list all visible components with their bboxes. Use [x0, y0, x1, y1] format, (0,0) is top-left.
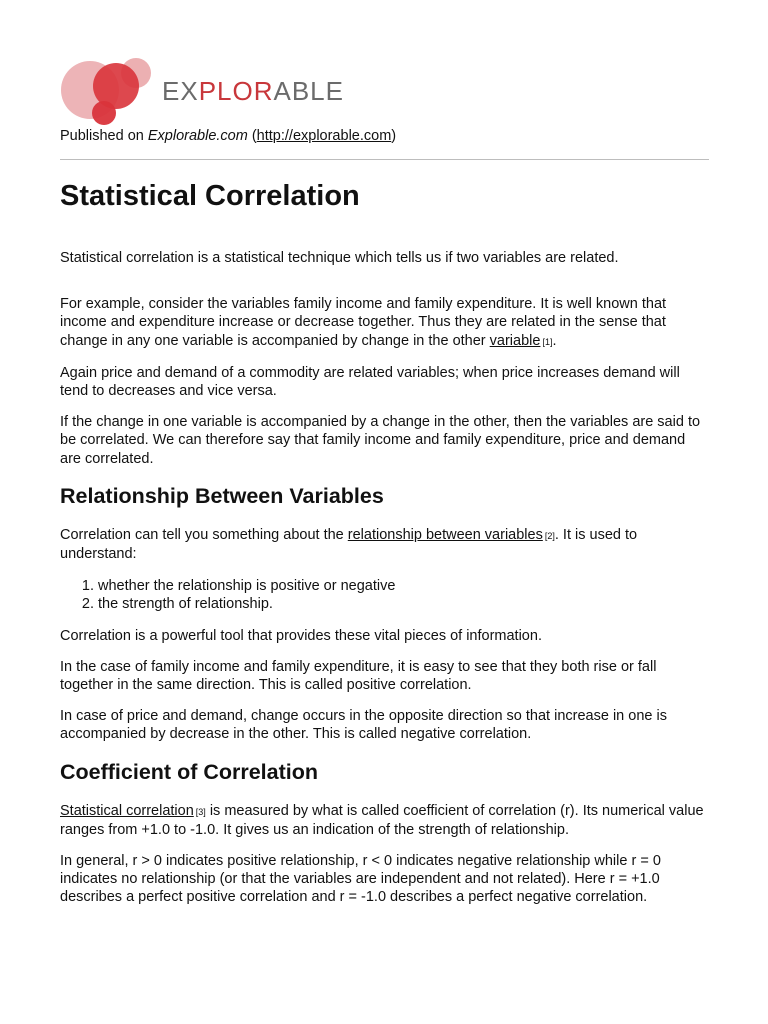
published-line: Published on Explorable.com (http://explorable.com) [60, 128, 397, 144]
example-text: For example, consider the variables family income and family expenditure. It is well known that income and expenditure increase or decrease together. Thus they are related in the sense that change in any one variable is accompanied by change in the other [60, 296, 667, 349]
positive-correlation-paragraph: In the case of family income and family expenditure, it is easy to see that they both rise or fall together in the same direction. This is called positive correlation. [60, 658, 657, 694]
section-heading-relationship: Relationship Between Variables [60, 483, 384, 508]
site-name: Explorable.com [147, 128, 248, 144]
logo-word-part1: EX [162, 76, 199, 106]
negative-correlation-paragraph: In case of price and demand, change occurs in the opposite direction so that increase in one is accompanied by decrease in the other. This is called negative correlation. [60, 708, 667, 743]
ref-3: [3] [195, 806, 206, 817]
variable-link[interactable]: variable [489, 332, 541, 349]
statistical-correlation-link[interactable]: Statistical correlation [60, 802, 194, 819]
section-heading-coefficient: Coefficient of Correlation [60, 759, 319, 784]
logo-word-part3: ABLE [273, 76, 344, 106]
relationship-between-variables-link[interactable]: relationship between variables [347, 526, 543, 543]
relationship-intro-text: Correlation can tell you something about the [60, 526, 348, 543]
ref-2: [2] [544, 530, 555, 541]
list-item: 2. the strength of relationship. [98, 595, 710, 613]
ref-1: [1] [542, 336, 553, 347]
r-values-paragraph: In general, r > 0 indicates positive relationship, r < 0 indicates negative relationship while r = 0 indicates no relationship (or that the variables are independent and not related). Here r = +1.0 describes a perfect positive correlation and r = -1.0 describes a perfect negative correlation. [60, 853, 661, 906]
example-paragraph [60, 295, 710, 351]
relationship-intro-paragraph [60, 526, 710, 563]
logo-word-part2: PLOR [198, 76, 274, 106]
logo-circles-icon [58, 56, 158, 128]
powerful-tool-paragraph: Correlation is a powerful tool that provides these vital pieces of information. [60, 627, 542, 644]
article-body [60, 178, 710, 907]
site-url-link[interactable]: http://explorable.com [256, 128, 392, 144]
header-divider [60, 159, 709, 160]
change-paragraph: If the change in one variable is accompanied by a change in the other, then the variables are said to be correlated. We can therefore say that family income and family expenditure, price and demand are correlated. [60, 414, 701, 467]
example-end: . [552, 332, 557, 349]
coefficient-paragraph [60, 802, 710, 839]
relationship-intro-end: . It is used to understand: [60, 526, 638, 563]
page-title: Statistical Correlation [60, 180, 360, 212]
explorable-logo[interactable] [58, 56, 344, 128]
price-paragraph: Again price and demand of a commodity are related variables; when price increases demand will tend to decreases and vice versa. [60, 364, 680, 400]
logo-wordmark [162, 78, 344, 104]
published-prefix: Published on [60, 128, 148, 144]
coefficient-text: is measured by what is called coefficient of correlation (r). Its numerical value ranges from +1.0 to -1.0. It gives us an indication of the strength of relationship. [60, 802, 704, 838]
list-item: 1. whether the relationship is positive or negative [98, 577, 710, 595]
intro-paragraph: Statistical correlation is a statistical technique which tells us if two variables are related. [60, 250, 619, 266]
understand-list [60, 577, 710, 613]
